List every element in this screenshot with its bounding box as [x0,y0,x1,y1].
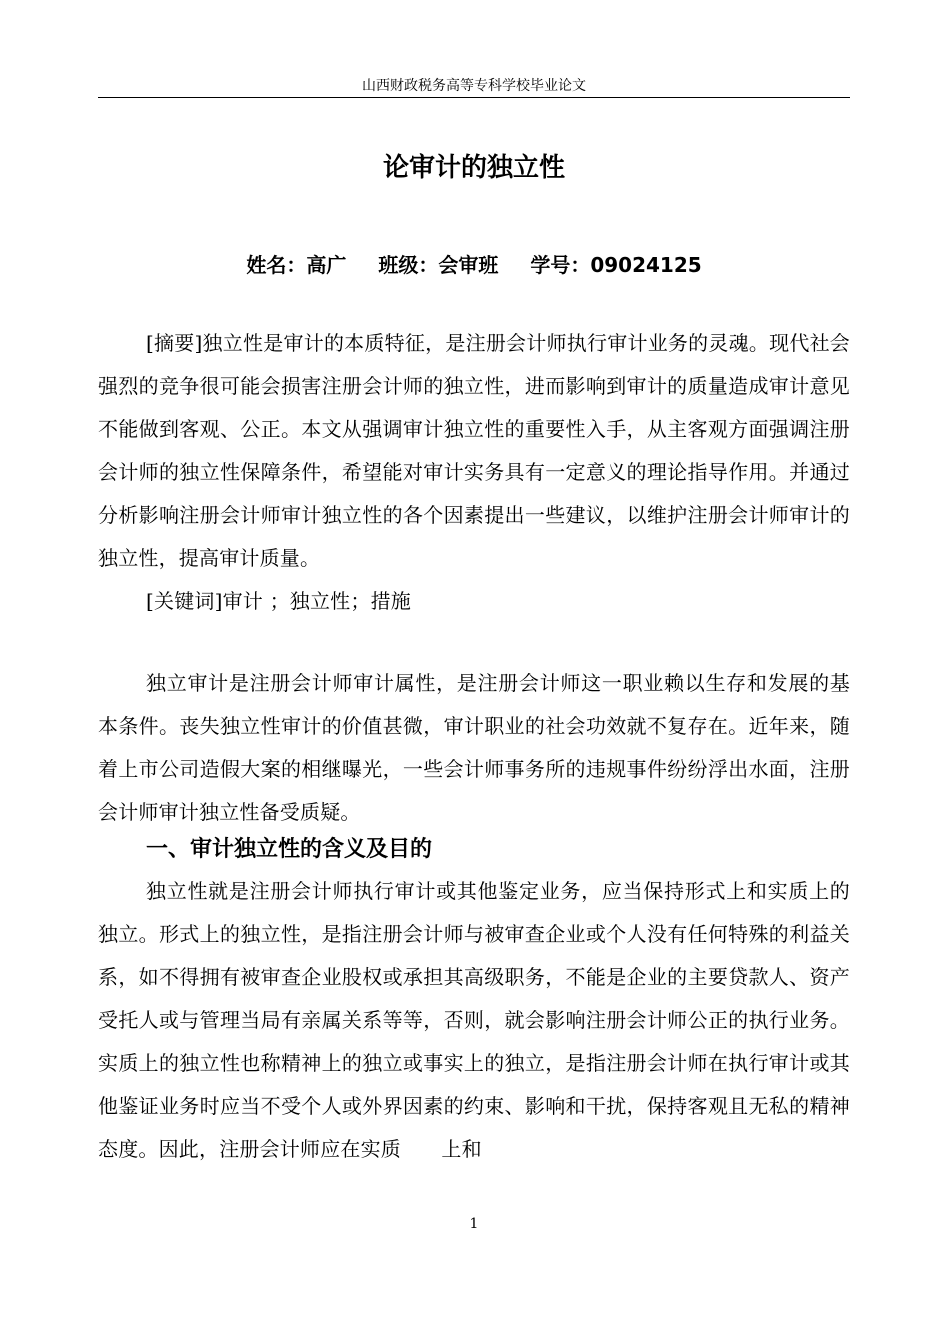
keywords-paragraph [98,580,850,623]
page-number: 1 [469,1216,479,1232]
author-line [98,249,850,281]
intro-paragraph: 独立审计是注册会计师审计属性，是注册会计师这一职业赖以生存和发展的基本条件。丧失独立性审计的价值甚微，审计职业的社会功效就不复存在。近年来，随着上市公司造假大案的相继曝光，一些会计师事务所的违规事件纷纷浮出水面，注册会计师审计独立性备受质疑。 [98,671,850,824]
keywords-tag: [关键词] [146,589,223,613]
keywords-text: 审计 ；独立性；措施 [222,589,411,613]
section-heading: 一、审计独立性的含义及目的 [146,837,433,862]
author-class: 班级：会审班 [378,253,499,277]
abstract-paragraph [98,322,850,580]
author-name: 姓名：高广 [246,253,347,277]
abstract-text: 独立性是审计的本质特征，是注册会计师执行审计业务的灵魂。现代社会强烈的竞争很可能会损害注册会计师的独立性，进而影响到审计的质量造成审计意见不能做到客观、公正。本文从强调审计独立性的重要性入手，从主客观方面强调注册会计师的独立性保障条件，希望能对审计实务具有一定意义的理论指导作用。并通过分析影响注册会计师审计独立性的各个因素提出一些建议，以维护注册会计师审计的独立性，提高审计质量。 [98,331,851,570]
section-paragraph: 独立性就是注册会计师执行审计或其他鉴定业务，应当保持形式上和实质上的独立。形式上的独立性，是指注册会计师与被审查企业或个人没有任何特殊的利益关系，如不得拥有被审查企业股权或承担其高级职务，不能是企业的主要贷款人、资产受托人或与管理当局有亲属关系等等，否则，就会影响注册会计师公正的执行业务。实质上的独立性也称精神上的独立或事实上的独立，是指注册会计师在执行审计或其他鉴证业务时应当不受个人或外界因素的约束、影响和干扰，保持客观且无私的精神态度。因此，注册会计师应在实质 上和 [98,879,850,1161]
page-header: 山西财政税务高等专科学校毕业论文 [362,78,586,94]
header-divider [98,97,850,98]
abstract-tag: [摘要] [146,331,203,355]
author-student-id: 学号：09024125 [530,253,702,277]
paper-title: 论审计的独立性 [382,153,565,183]
